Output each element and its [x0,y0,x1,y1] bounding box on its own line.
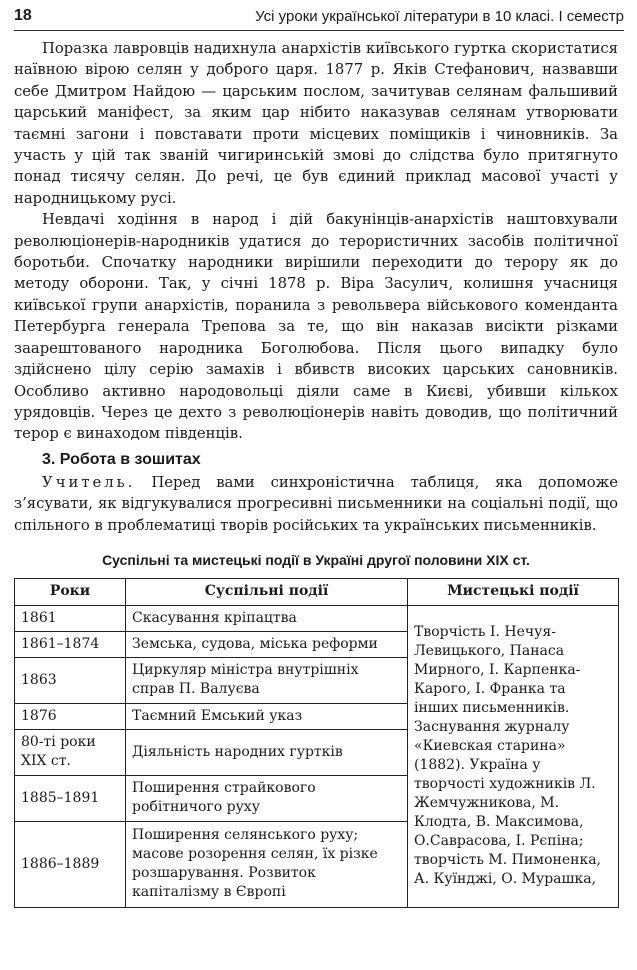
paragraph: Поразка лавровців надихнула анархістів київського гуртка скористатися наївною вірою селян у доброго царя. 1877 р. Яків Стефанович, назвавши себе Дмитром Найдою — царським послом, зачитував селянам фальшивий царський маніфест, за яким цар нібито наказував селянам утворювати таємні загони і повставати проти місцевих поміщиків і чиновників. За участь у цій так званій чигиринській змові до слідства було притягнуто понад тисячу селян. До речі, це був єдиний приклад масової участі у народницькому русі. [14,40,618,207]
speaker-label: Учитель. [42,473,136,491]
event-cell: Таємний Емський указ [126,703,408,729]
year-cell: 1861 [15,605,126,631]
table-row [15,605,619,631]
year-cell: 1876 [15,703,126,729]
event-cell: Поширення страйкового робітничого руху [126,775,408,821]
event-cell: Циркуляр міністра внутрішніх справ П. Валуєва [126,657,408,703]
year-cell: 1886–1889 [15,821,126,907]
arts-cell: Творчість І. Нечуя-Левицького, Панаса Мирного, І. Карпенка-Карого, І. Франка та інших письменників. Заснування журналу «Киевская старина» (1882). Україна у творчості художників Л. Жемчужникова, М. Клодта, В. Максимова, О.Саврасова, І. Рєпіна; творчість М. Пимоненка, А. Куїнджі, О. Мурашка, [408,605,619,907]
year-cell: 1861–1874 [15,631,126,657]
teacher-paragraph [14,472,618,536]
table-header-row [15,578,619,605]
event-cell: Скасування кріпацтва [126,605,408,631]
page-body [14,38,618,908]
column-header-arts: Мистецькі події [408,578,619,605]
column-header-social: Суспільні події [126,578,408,605]
section-heading: 3. Робота в зошитах [42,450,201,468]
column-header-years: Роки [15,578,126,605]
year-cell: 1885–1891 [15,775,126,821]
running-header [14,6,624,31]
running-title: Усі уроки української літератури в 10 класі. I семестр [255,8,624,25]
year-cell: 1863 [15,657,126,703]
event-cell: Поширення селянського руху; масове розорення селян, їх різке розшарування. Розвиток капіталізму в Європі [126,821,408,907]
table-caption: Суспільні та мистецькі події в Україні другої половини XIX ст. [102,551,530,568]
page-number: 18 [14,7,32,24]
event-cell: Земська, судова, міська реформи [126,631,408,657]
event-cell: Діяльність народних гуртків [126,729,408,775]
paragraph: Невдачі ходіння в народ і дій бакунінців-анархістів наштовхували революціонерів-народників удатися до терористичних засобів політичної боротьби. Спочатку народники вирішили переходити до терору як до методу оборони. Так, у січні 1878 р. Віра Засулич, колишня учасниця київської групи анархістів, поранила з револьвера військового коменданта Петербурга генерала Трепова за те, що він наказав висікти різками заарештованого народника Боголюбова. Після цього випадку було здійснено цілу серію замахів і вбивств високих царських сановників. Особливо активно народовольці діяли саме в Києві, убивши кількох урядовців. Через це дехто з революціонерів навіть доводив, що політичний терор є винаходом південців. [14,211,618,443]
year-cell: 80-ті роки XIX ст. [15,729,126,775]
synchronistic-table [14,578,619,908]
teacher-text: Перед вами синхроністична таблиця, яка допоможе з’ясувати, як відгукувалися прогресивні письменники на соціальні події, що спільного в проблематиці творів російських та українських письменників. [14,473,618,534]
